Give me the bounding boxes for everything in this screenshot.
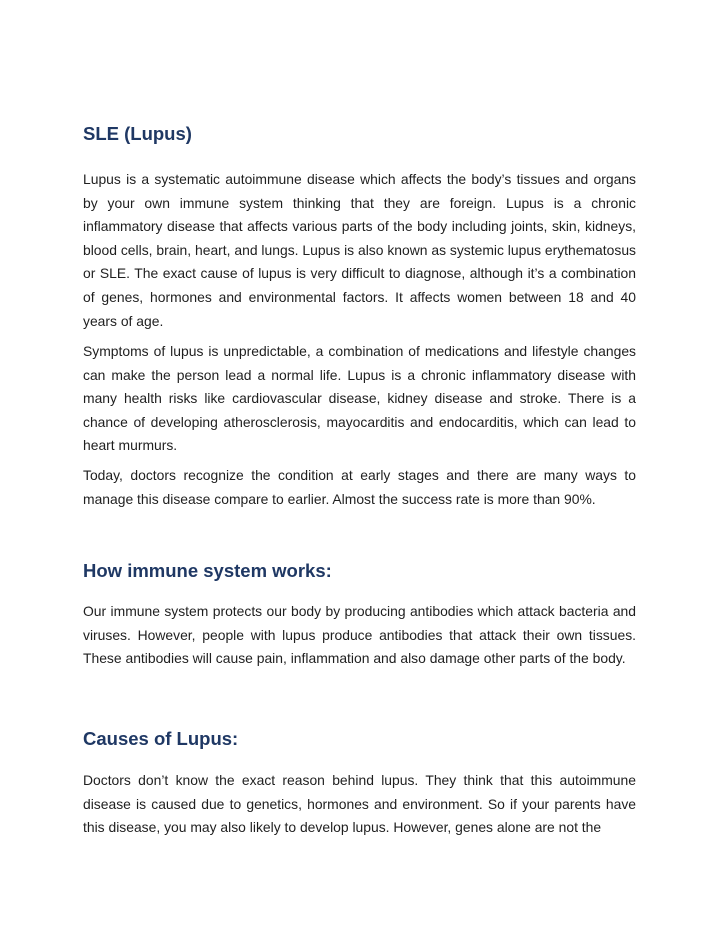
section-heading-immune: How immune system works: — [83, 560, 332, 581]
sle-paragraph-2: Symptoms of lupus is unpredictable, a combination of medications and lifestyle changes can make the person lead a normal life. Lupus is a chronic inflammatory disease with many health risks like cardiovascular disease, kidney disease and stroke. There is a chance of developing atherosclerosis, mayocarditis and endocarditis, which can lead to heart murmurs. — [83, 343, 636, 454]
immune-paragraph-1: Our immune system protects our body by producing antibodies which attack bacteria and viruses. However, people with lupus produce antibodies that attack their own tissues. These antibodies will cause pain, inflammation and also damage other parts of the body. — [83, 603, 636, 667]
sle-paragraph-1: Lupus is a systematic autoimmune disease which affects the body’s tissues and organs by your own immune system thinking that they are foreign. Lupus is a chronic inflammatory disease that affects various parts of the body including joints, skin, kidneys, blood cells, brain, heart, and lungs. Lupus is also known as systemic lupus erythematosus or SLE. The exact cause of lupus is very difficult to diagnose, although it’s a combination of genes, hormones and environmental factors. It affects women between 18 and 40 years of age. — [83, 171, 636, 329]
section-heading-causes: Causes of Lupus: — [83, 728, 239, 749]
section-heading-sle: SLE (Lupus) — [83, 123, 192, 144]
causes-paragraph-1: Doctors don’t know the exact reason behind lupus. They think that this autoimmune disease is caused due to genetics, hormones and environment. So if your parents have this disease, you may also likely to develop lupus. However, genes alone are not the — [83, 772, 636, 836]
sle-paragraph-3: Today, doctors recognize the condition at early stages and there are many ways to manage this disease compare to earlier. Almost the success rate is more than 90%. — [83, 467, 636, 507]
